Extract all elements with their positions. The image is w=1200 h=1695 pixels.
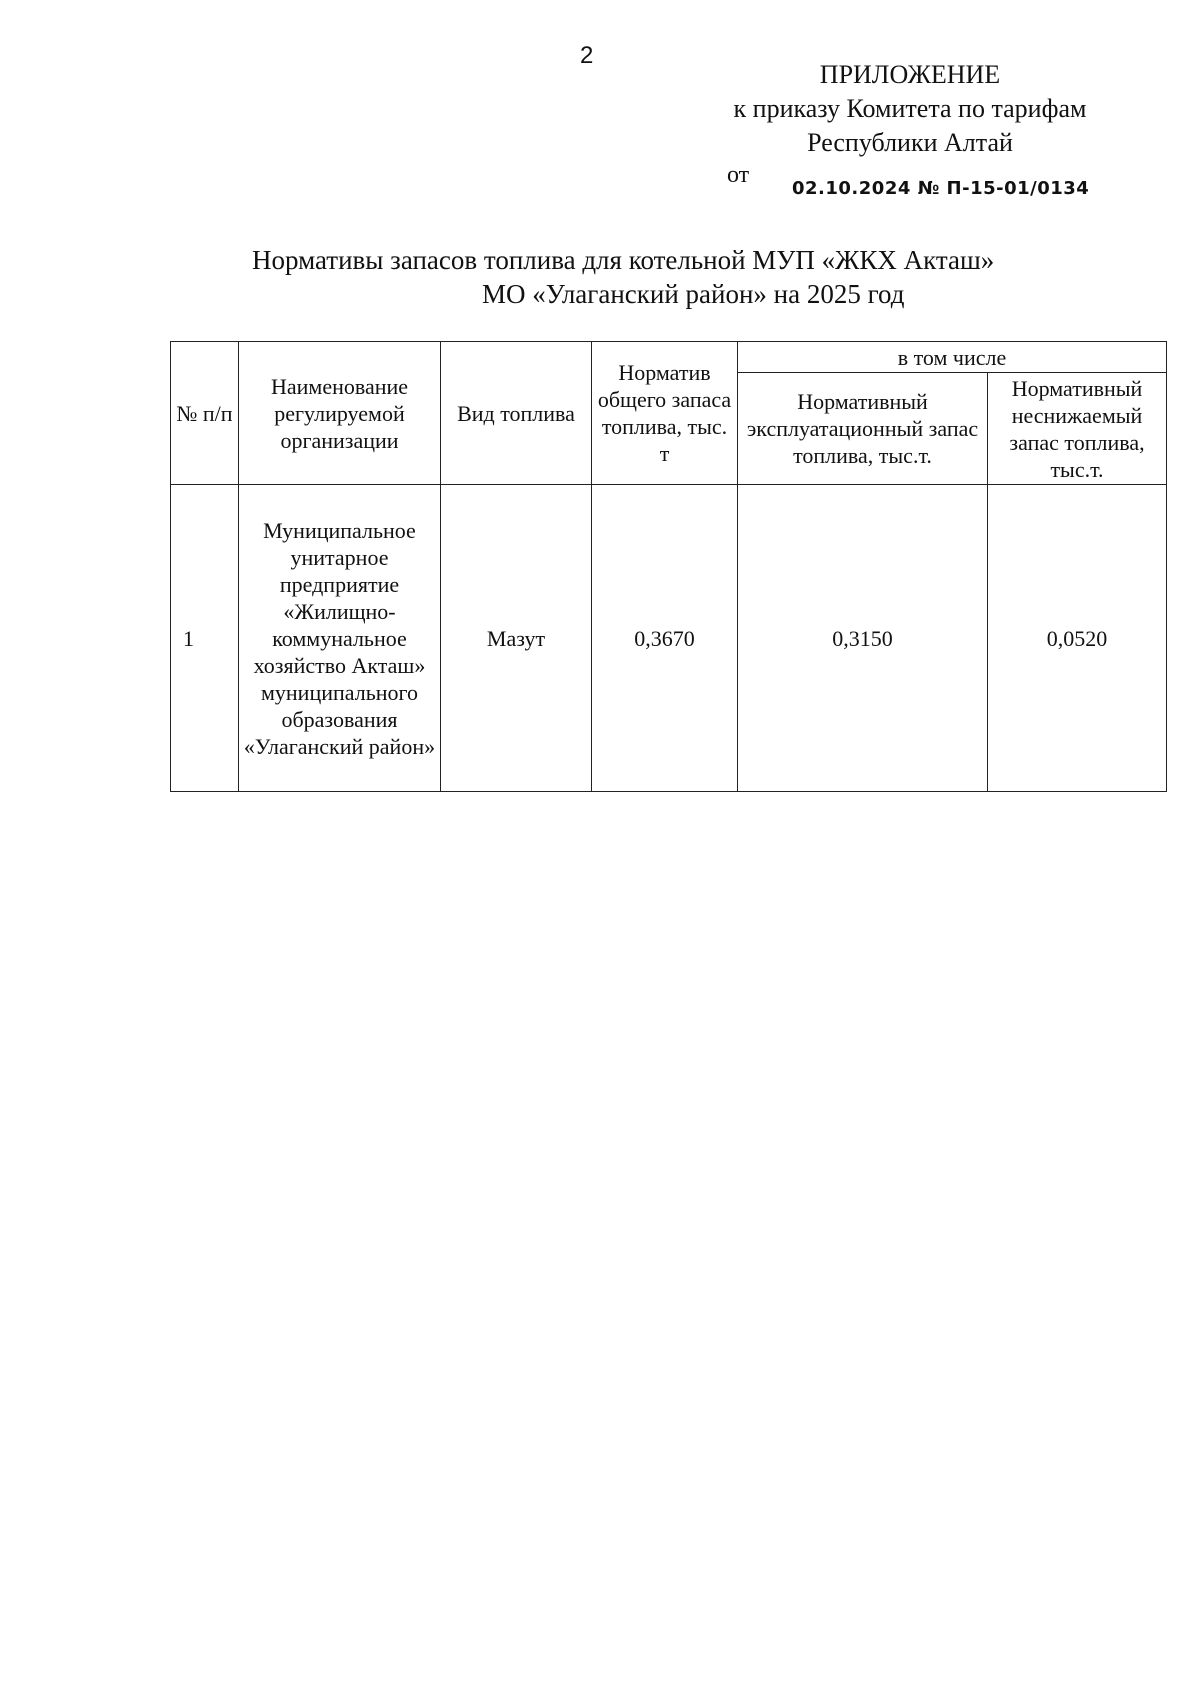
cell-num: 1 [171,485,239,792]
table-row [171,485,1167,792]
header-fuel: Вид топлива [441,342,592,485]
appendix-region: Республики Алтай [807,128,1013,157]
appendix-title: ПРИЛОЖЕНИЕ [819,60,1001,89]
header-num: № п/п [171,342,239,485]
document-title-line-2: МО «Улаганский район» на 2025 год [482,279,905,309]
header-org: Наименование регулируемой организации [239,342,441,485]
header-minimum: Нормативный неснижаемый запас топлива, тыс.т. [988,373,1167,485]
fuel-norms-table [170,341,1167,792]
header-total: Норматив общего запаса топлива, тыс. т [592,342,738,485]
document-title-line-1: Нормативы запасов топлива для котельной МУП «ЖКХ Акташ» [252,245,995,275]
cell-operational: 0,3150 [738,485,988,792]
appendix-header [700,58,1120,160]
header-operational: Нормативный эксплуатационный запас топлива, тыс.т. [738,373,988,485]
page-number: 2 [580,42,594,69]
cell-org: Муниципальное унитарное предприятие «Жилищно-коммунальное хозяйство Акташ» муниципального образования «Улаганский район» [239,485,441,792]
appendix-order-ref: к приказу Комитета по тарифам [733,94,1087,123]
table-header-row [171,342,1167,373]
header-including: в том числе [738,342,1167,373]
cell-total: 0,3670 [592,485,738,792]
order-date-number: 02.10.2024 № П-15-01/0134 [792,178,1090,199]
cell-minimum: 0,0520 [988,485,1167,792]
cell-fuel: Мазут [441,485,592,792]
from-label: от [727,162,750,188]
